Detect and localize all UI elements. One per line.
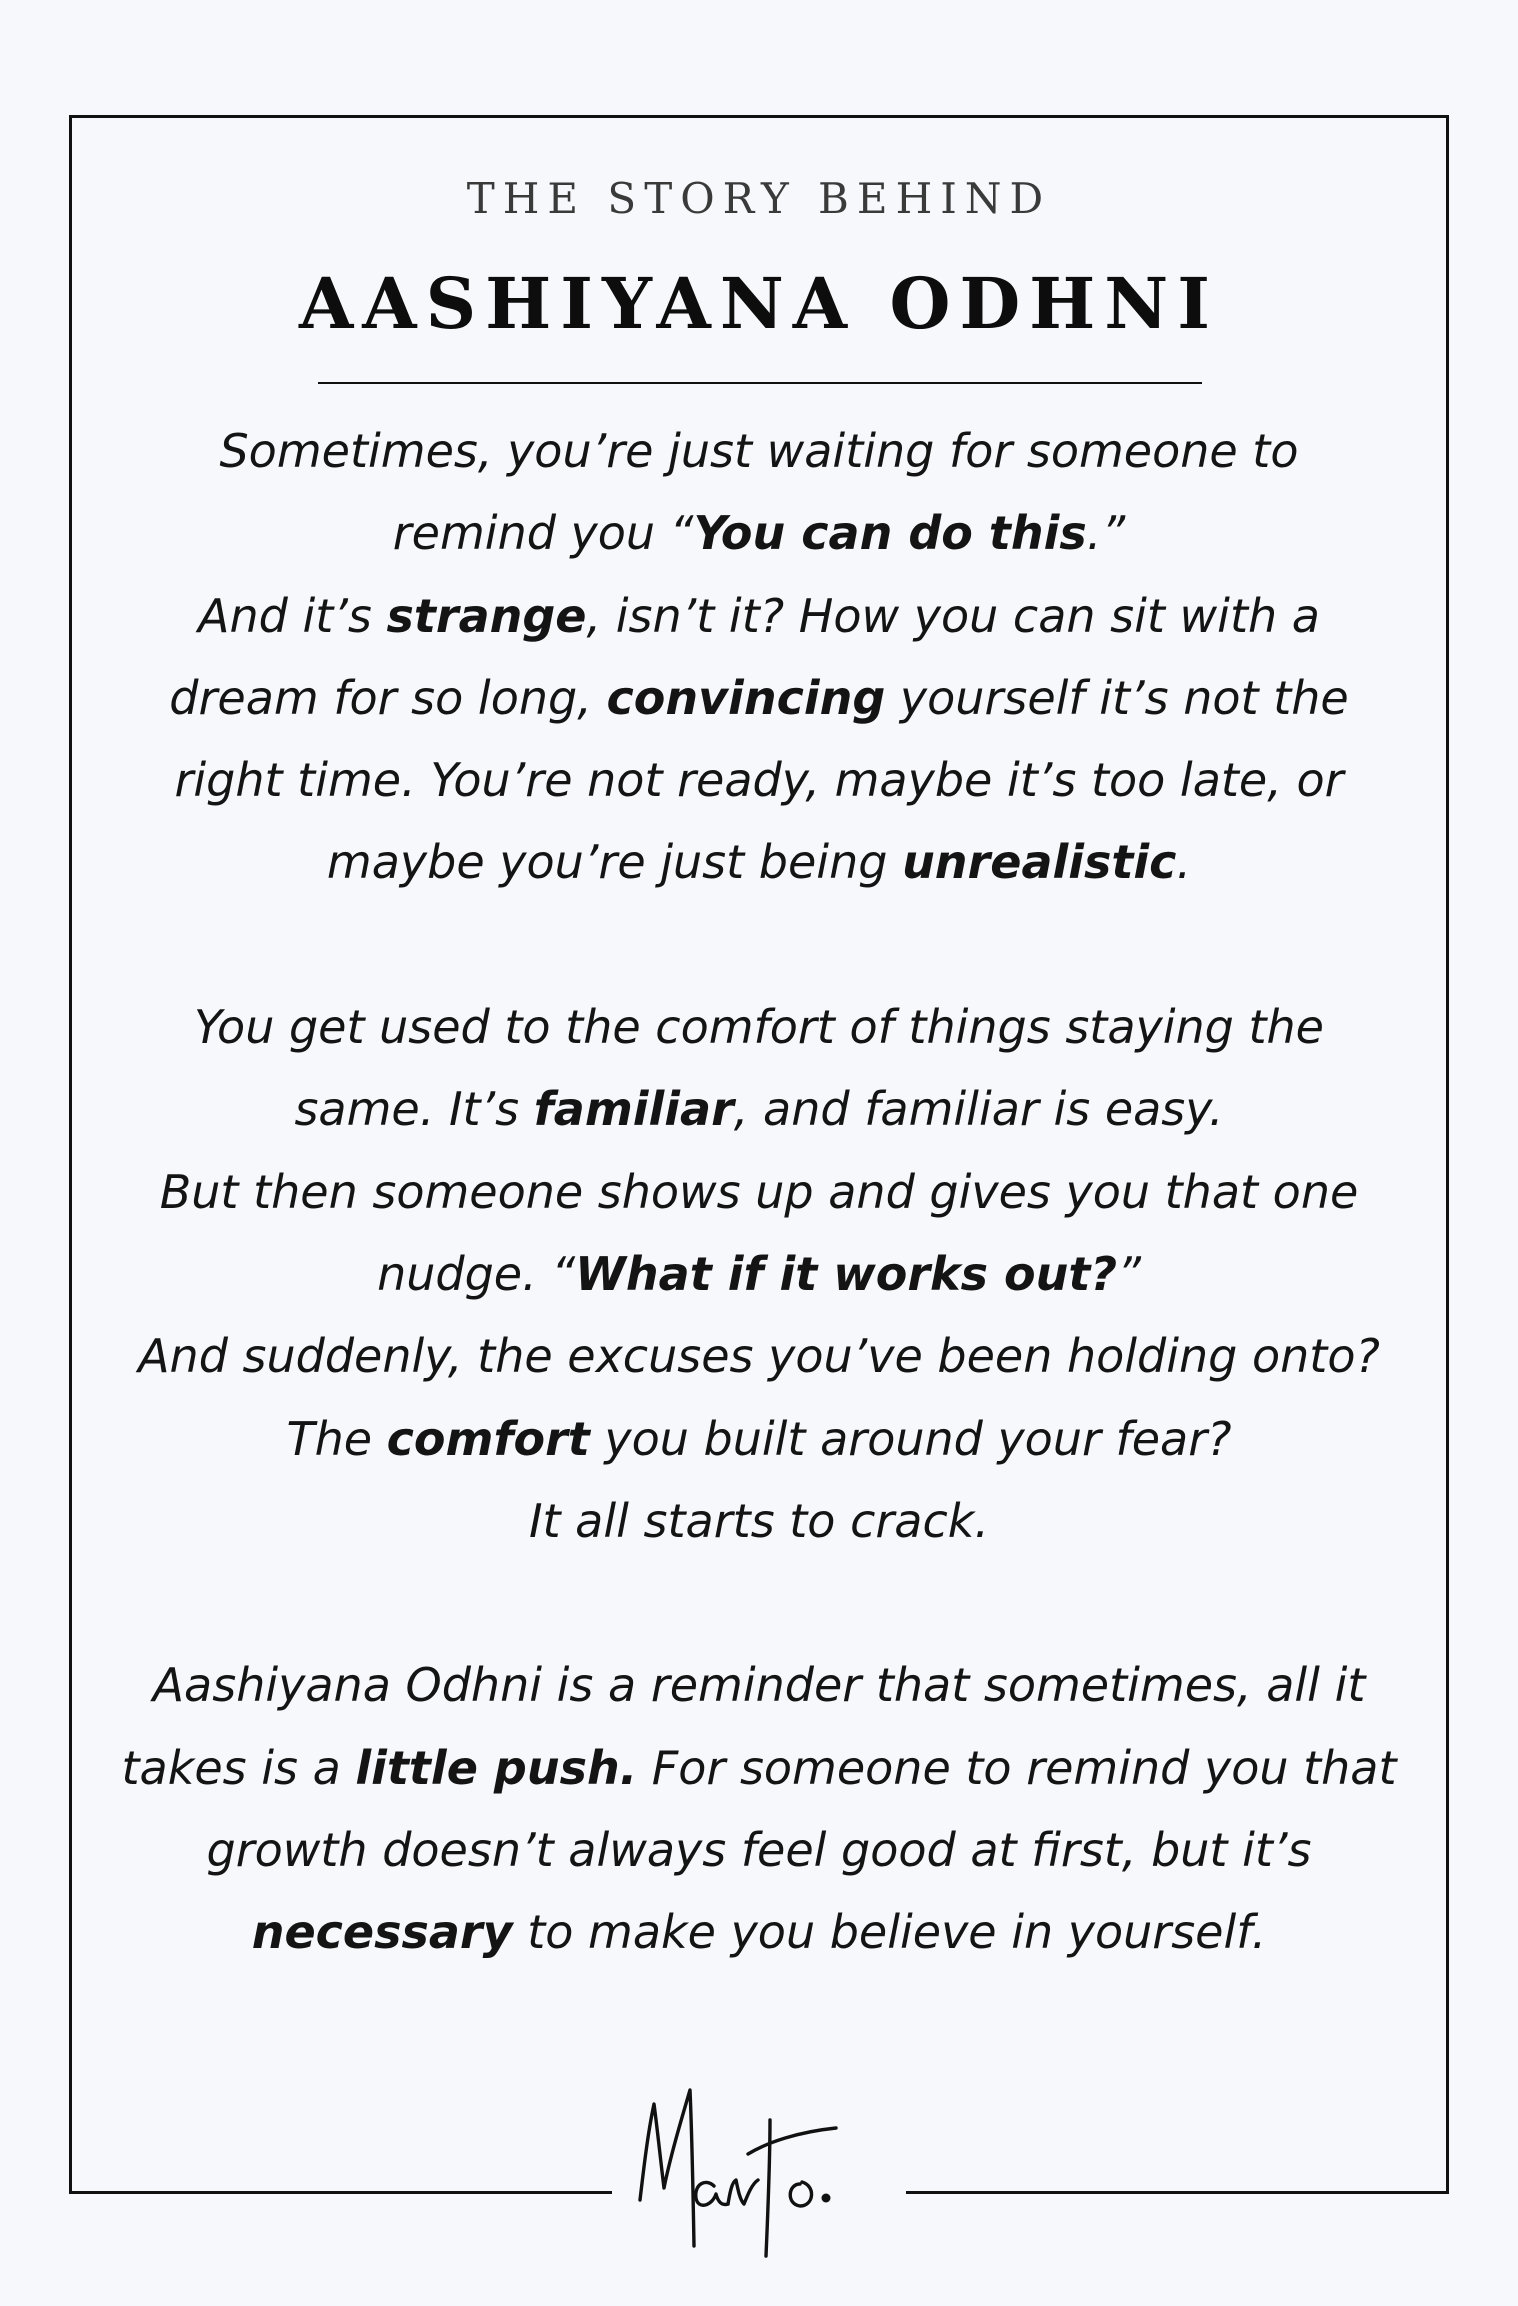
paragraph-3 (120, 1644, 1398, 1973)
text-run: And it’s (198, 588, 387, 643)
emphasis-convincing: convincing (606, 670, 886, 725)
text-run: .” (1086, 506, 1126, 561)
emphasis-familiar: familiar (533, 1082, 734, 1137)
text-run: Sometimes, you’re just waiting for someone to (219, 424, 1299, 478)
text-run: , isn’t it? How you can sit with a dream for so long, (169, 588, 1320, 725)
text-run: Aashiyana Odhni is a reminder that sometimes, all it takes is a (121, 1658, 1366, 1795)
text-run: ” (1117, 1246, 1141, 1301)
text-run: yourself it’s not the right time. You’re not ready, maybe it’s too late, or maybe you’re just being (174, 670, 1349, 890)
border-bottom-right (906, 2191, 1449, 2194)
emphasis-comfort: comfort (386, 1411, 590, 1466)
text-run: It all starts to crack. (528, 1493, 990, 1548)
paragraph-gap (120, 904, 1398, 986)
emphasis-unrealistic: unrealistic (902, 835, 1177, 890)
emphasis-what-if-it-works-out: What if it works out? (575, 1246, 1118, 1301)
text-run: . (1176, 835, 1192, 890)
border-bottom-left (69, 2191, 612, 2194)
text-run: to make you believe in yourself. (512, 1905, 1267, 1960)
paragraph-2 (120, 986, 1398, 1562)
page-title: AASHIYANA ODHNI (298, 262, 1220, 345)
emphasis-strange: strange (386, 588, 587, 643)
kicker-text: THE STORY BEHIND (466, 174, 1052, 223)
text-run: For someone to remind you that growth doesn’t always feel good at first, but it’s (206, 1740, 1397, 1878)
paragraph-gap (120, 1562, 1398, 1644)
emphasis-necessary: necessary (251, 1905, 513, 1960)
text-run: But then someone shows up and gives you that one nudge. “ (159, 1164, 1359, 1301)
emphasis-little-push: little push. (355, 1740, 638, 1795)
text-run: You get used to the comfort of things staying the same. It’s (194, 1000, 1324, 1137)
text-run: remind you “ (392, 506, 694, 561)
text-run: And suddenly, the excuses you’ve been holding onto? The (138, 1329, 1380, 1466)
story-body (120, 410, 1398, 1974)
paragraph-1 (120, 410, 1398, 904)
signature-dot (822, 2194, 831, 2203)
title-divider (318, 382, 1202, 384)
text-run: , and familiar is easy. (733, 1082, 1224, 1137)
signature-logo (630, 2080, 890, 2260)
text-run: you built around your fear? (589, 1411, 1232, 1466)
emphasis-you-can-do-this: You can do this (693, 506, 1087, 561)
